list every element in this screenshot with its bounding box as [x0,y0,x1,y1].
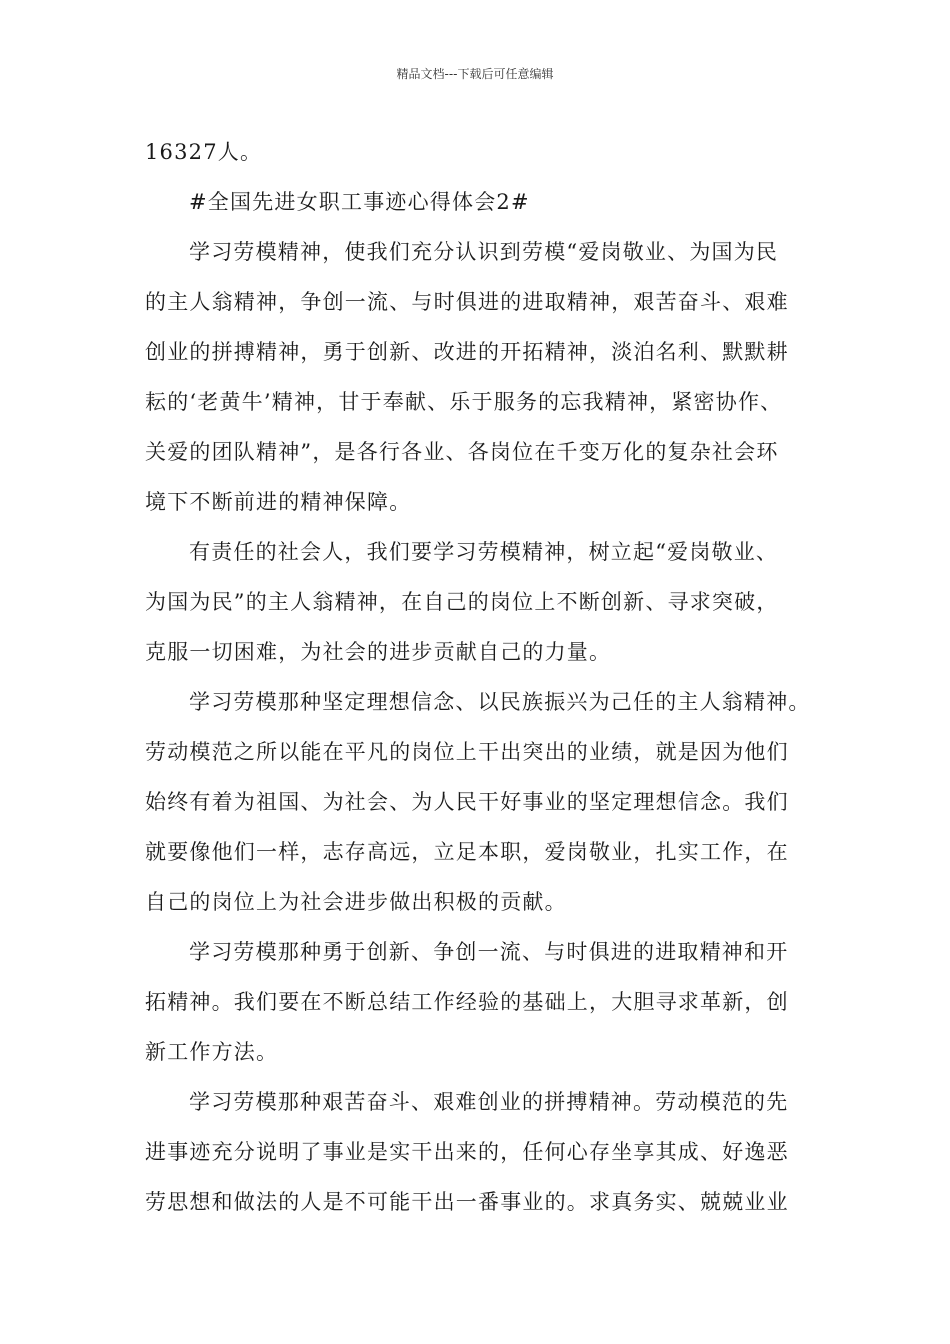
page-header: 精品文档---下载后可任意编辑 [396,67,554,81]
text-line: 克服一切困难，为社会的进步贡献自己的力量。 [145,640,612,664]
text-line: 进事迹充分说明了事业是实干出来的，任何心存坐享其成、好逸恶 [145,1140,789,1164]
text-line: 关爱的团队精神”，是各行各业、各岗位在千变万化的复杂社会环 [145,440,779,464]
text-line: 劳思想和做法的人是不可能干出一番事业的。求真务实、兢兢业业 [145,1190,789,1214]
text-line: 16327人。 [145,140,263,164]
text-line: 耘的‘老黄牛’精神，甘于奉献、乐于服务的忘我精神，紧密协作、 [145,390,783,414]
text-line: 有责任的社会人，我们要学习劳模精神，树立起“爱岗敬业、 [189,540,779,564]
text-line: 就要像他们一样，志存高远，立足本职，爱岗敬业，扎实工作，在 [145,840,789,864]
text-line: 的主人翁精神，争创一流、与时俱进的进取精神，艰苦奋斗、艰难 [145,290,789,314]
text-line: 劳动模范之所以能在平凡的岗位上干出突出的业绩，就是因为他们 [145,740,789,764]
text-line: 学习劳模那种坚定理想信念、以民族振兴为己任的主人翁精神。 [189,690,811,714]
text-line: 新工作方法。 [145,1040,279,1064]
text-line: 学习劳模那种艰苦奋斗、艰难创业的拼搏精神。劳动模范的先 [189,1090,789,1114]
text-line: 学习劳模精神，使我们充分认识到劳模“爱岗敬业、为国为民 [189,240,779,264]
text-line: 创业的拼搏精神，勇于创新、改进的开拓精神，淡泊名利、默默耕 [145,340,789,364]
text-line: 始终有着为祖国、为社会、为人民干好事业的坚定理想信念。我们 [145,790,789,814]
text-line: 境下不断前进的精神保障。 [145,490,412,514]
text-line: 拓精神。我们要在不断总结工作经验的基础上，大胆寻求革新，创 [145,990,789,1014]
text-line: 自己的岗位上为社会进步做出积极的贡献。 [145,890,567,914]
section-heading: #全国先进女职工事迹心得体会2# [189,190,530,214]
text-line: 为国为民”的主人翁精神，在自己的岗位上不断创新、寻求突破， [145,590,779,614]
text-line: 学习劳模那种勇于创新、争创一流、与时俱进的进取精神和开 [189,940,789,964]
